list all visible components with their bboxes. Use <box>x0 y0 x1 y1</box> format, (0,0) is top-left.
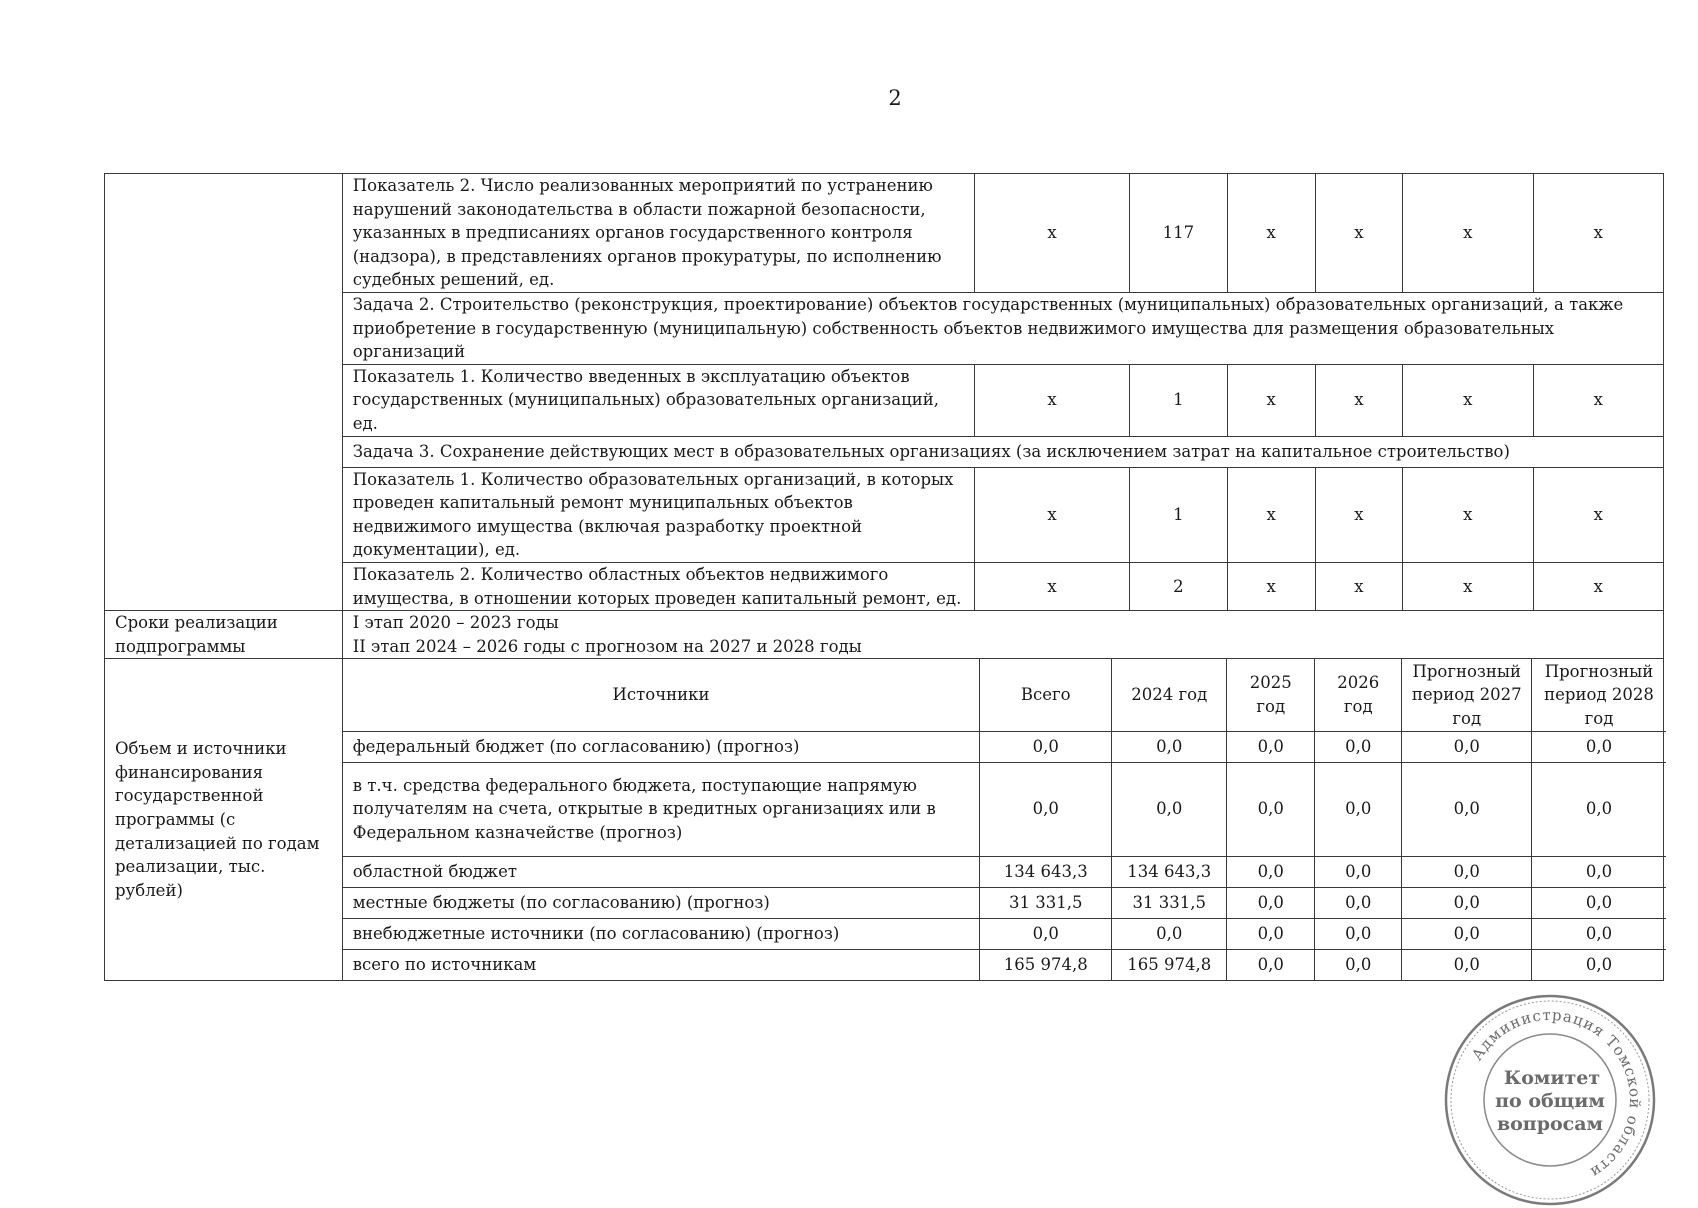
column-header: Прогнозный период 2027 год <box>1402 659 1532 731</box>
amount: 165 974,8 <box>980 949 1112 980</box>
amount: 0,0 <box>1402 918 1532 949</box>
source-name: в т.ч. средства федерального бюджета, поступающие напрямую получателям на счета, открытые в кредитных организациях или в Федеральном казначействе (прогноз) <box>343 762 980 856</box>
amount: 0,0 <box>1315 949 1402 980</box>
passport-table <box>104 173 1664 981</box>
terms-line: I этап 2020 – 2023 годы <box>352 613 559 633</box>
amount: 0,0 <box>1227 949 1315 980</box>
terms-row <box>105 611 1664 659</box>
amount: 0,0 <box>1227 762 1315 856</box>
indicator-value: х <box>1533 364 1664 436</box>
amount: 0,0 <box>1112 918 1227 949</box>
amount: 134 643,3 <box>980 856 1112 887</box>
indicator-value: х <box>1227 467 1315 562</box>
financing-row <box>105 659 1664 981</box>
indicator-value: х <box>1315 174 1402 293</box>
amount: 0,0 <box>1227 887 1315 918</box>
amount: 0,0 <box>1315 918 1402 949</box>
indicator-value: х <box>974 562 1129 610</box>
indicator-value: х <box>1403 562 1533 610</box>
indicator-text: Показатель 2. Количество областных объектов недвижимого имущества, в отношении которых проведен капитальный ремонт, ед. <box>342 562 974 610</box>
indicator-value: х <box>1533 467 1664 562</box>
indicator-row <box>105 174 1664 293</box>
terms-label: Сроки реализации подпрограммы <box>105 611 343 659</box>
amount: 0,0 <box>980 762 1112 856</box>
amount: 0,0 <box>1112 762 1227 856</box>
indicator-text: Показатель 1. Количество образовательных организаций, в которых проведен капитальный ремонт муниципальных объектов недвижимого имущества (включая разработку проектной документации), ед. <box>342 467 974 562</box>
terms-value <box>342 611 1663 659</box>
amount: 31 331,5 <box>980 887 1112 918</box>
indicator-text: Показатель 2. Число реализованных мероприятий по устранению нарушений законодательства в области пожарной безопасности, указанных в предписаниях органов государственного контроля (надзора), в представлениях органов прокуратуры, по исполнению судебных решений, ед. <box>342 174 974 293</box>
amount: 134 643,3 <box>1112 856 1227 887</box>
amount: 0,0 <box>1532 949 1666 980</box>
stamp-center-line: вопросам <box>1496 1113 1604 1135</box>
financing-total-row <box>343 949 1666 980</box>
amount: 0,0 <box>1532 762 1666 856</box>
financing-label: Объем и источники финансирования государственной программы (с детализацией по годам реализации, тыс. рублей) <box>105 659 343 981</box>
financing-data-row <box>343 918 1666 949</box>
financing-data-row <box>343 762 1666 856</box>
financing-data-row <box>343 731 1666 762</box>
amount: 0,0 <box>980 918 1112 949</box>
indicator-value: 1 <box>1130 467 1227 562</box>
amount: 0,0 <box>1532 887 1666 918</box>
indicator-value: 2 <box>1130 562 1227 610</box>
amount: 31 331,5 <box>1112 887 1227 918</box>
column-header: 2024 год <box>1112 659 1227 731</box>
column-header: 2025 год <box>1227 659 1315 731</box>
indicator-text: Показатель 1. Количество введенных в эксплуатацию объектов государственных (муниципальных) образовательных организаций, ед. <box>342 364 974 436</box>
amount: 0,0 <box>1532 856 1666 887</box>
stamp-ring-text: Администрация Томской области <box>1467 1005 1645 1183</box>
indicator-value: х <box>974 364 1129 436</box>
amount: 0,0 <box>1402 856 1532 887</box>
stamp-center-line: Комитет <box>1503 1067 1601 1089</box>
amount: 0,0 <box>1402 949 1532 980</box>
indicator-value: х <box>1403 364 1533 436</box>
amount: 0,0 <box>1227 731 1315 762</box>
indicator-value: 117 <box>1130 174 1227 293</box>
column-header: Источники <box>343 659 980 731</box>
amount: 0,0 <box>1532 731 1666 762</box>
amount: 0,0 <box>1402 762 1532 856</box>
indicator-value: х <box>1533 174 1664 293</box>
official-stamp <box>1442 992 1658 1208</box>
amount: 0,0 <box>1227 856 1315 887</box>
amount: 0,0 <box>1315 856 1402 887</box>
stamp-center-line: по общим <box>1495 1090 1605 1112</box>
indicator-value: х <box>1315 562 1402 610</box>
column-header: Всего <box>980 659 1112 731</box>
indicator-value: х <box>1227 562 1315 610</box>
amount: 0,0 <box>1532 918 1666 949</box>
source-name: местные бюджеты (по согласованию) (прогноз) <box>343 887 980 918</box>
indicator-value: х <box>1227 174 1315 293</box>
indicator-value: х <box>1315 467 1402 562</box>
page-number: 2 <box>888 86 902 110</box>
financing-data-row <box>343 856 1666 887</box>
amount: 0,0 <box>1315 731 1402 762</box>
source-name: внебюджетные источники (по согласованию) (прогноз) <box>343 918 980 949</box>
financing-cell <box>342 659 1663 981</box>
indicator-value: х <box>974 174 1129 293</box>
source-name: федеральный бюджет (по согласованию) (прогноз) <box>343 731 980 762</box>
task-text: Задача 2. Строительство (реконструкция, проектирование) объектов государственных (муниципальных) образовательных организаций, а также приобретение в государственную (муниципальную) собственность объектов недвижимого имущества для размещения образовательных организаций <box>342 292 1663 364</box>
amount: 0,0 <box>1402 887 1532 918</box>
source-name: областной бюджет <box>343 856 980 887</box>
amount: 0,0 <box>1227 918 1315 949</box>
financing-table <box>343 659 1666 980</box>
column-header: 2026 год <box>1315 659 1402 731</box>
indicator-value: х <box>1403 174 1533 293</box>
amount: 0,0 <box>980 731 1112 762</box>
indicator-value: 1 <box>1130 364 1227 436</box>
amount: 165 974,8 <box>1112 949 1227 980</box>
amount: 0,0 <box>1112 731 1227 762</box>
source-name: всего по источникам <box>343 949 980 980</box>
amount: 0,0 <box>1315 762 1402 856</box>
column-header: Прогнозный период 2028 год <box>1532 659 1666 731</box>
indicator-value: х <box>1533 562 1664 610</box>
terms-line: II этап 2024 – 2026 годы с прогнозом на 2027 и 2028 годы <box>352 636 862 656</box>
empty-label-cell <box>105 174 343 611</box>
financing-header <box>343 659 1666 731</box>
financing-data-row <box>343 887 1666 918</box>
amount: 0,0 <box>1315 887 1402 918</box>
amount: 0,0 <box>1402 731 1532 762</box>
indicator-value: х <box>1403 467 1533 562</box>
indicator-value: х <box>1227 364 1315 436</box>
indicator-value: х <box>1315 364 1402 436</box>
task-text: Задача 3. Сохранение действующих мест в образовательных организациях (за исключением затрат на капитальное строительство) <box>342 436 1663 467</box>
indicator-value: х <box>974 467 1129 562</box>
